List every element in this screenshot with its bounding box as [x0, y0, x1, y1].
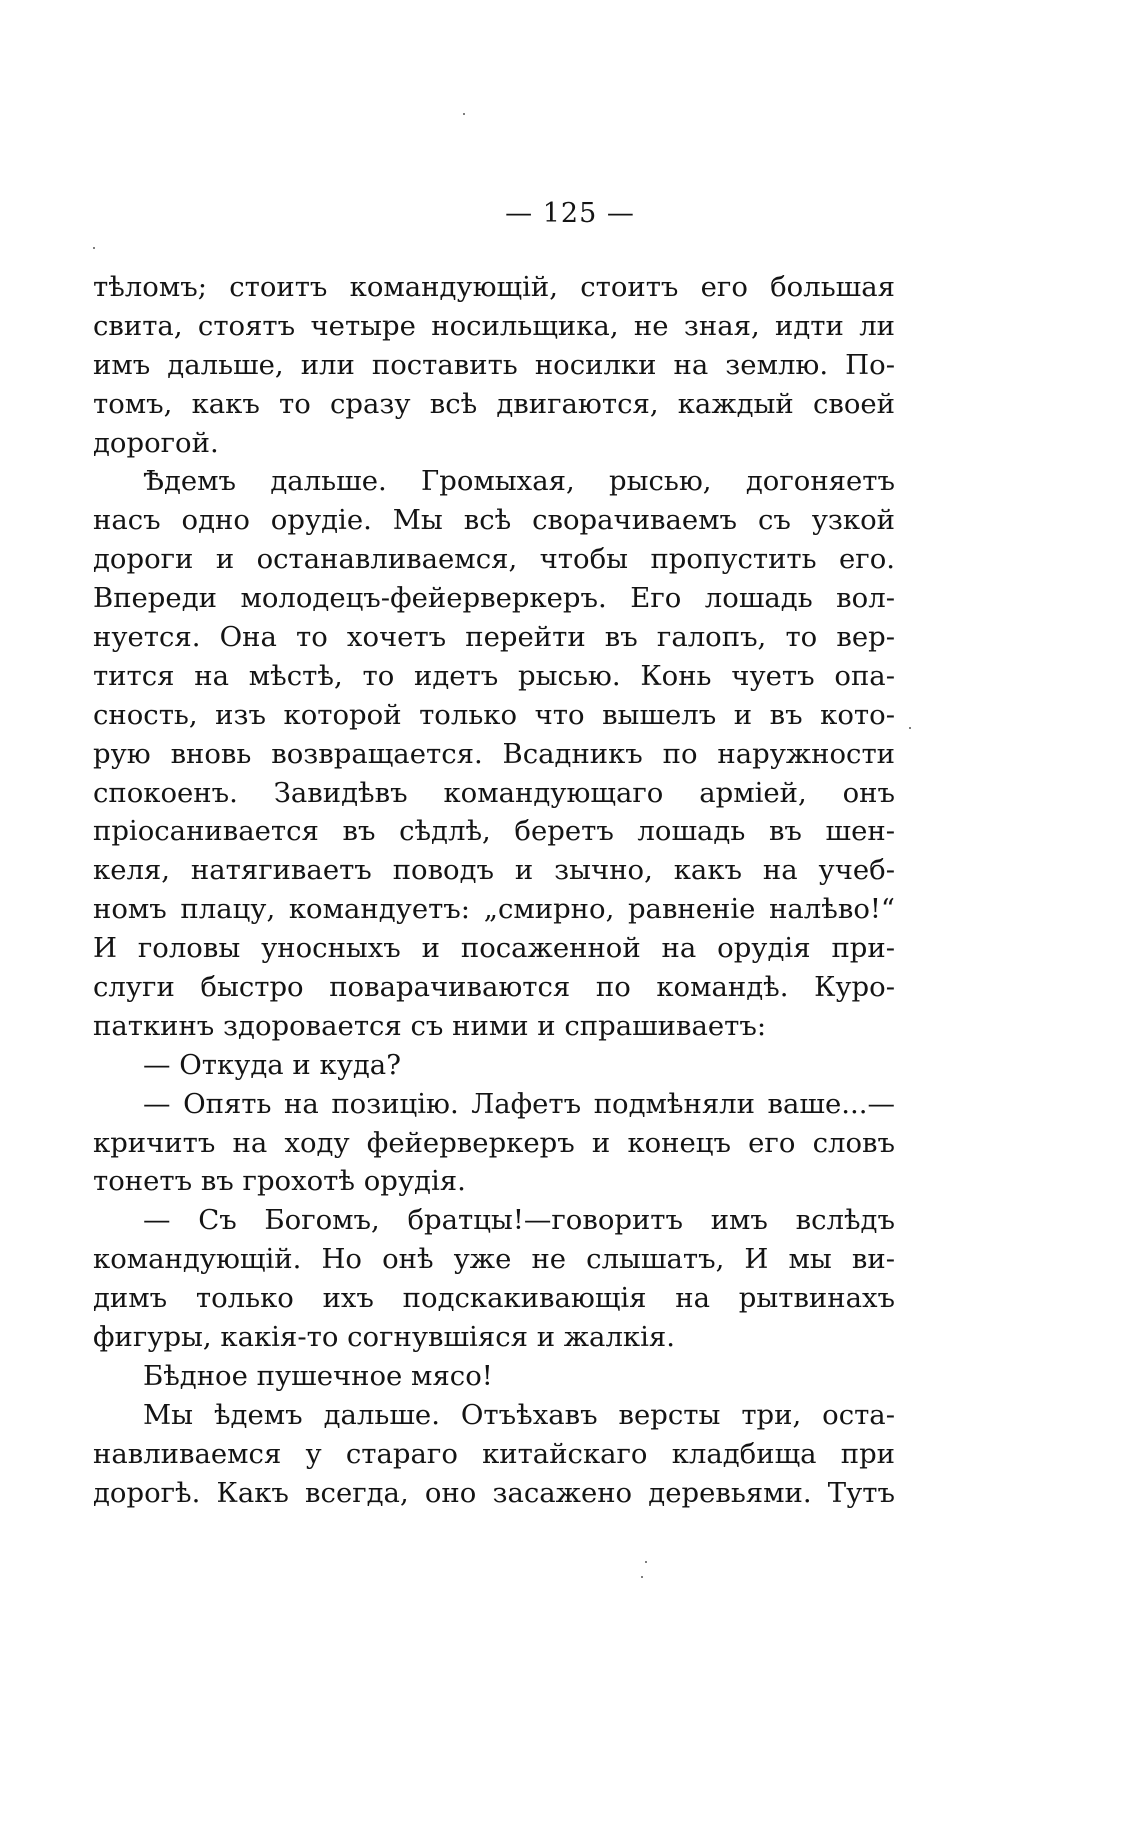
- text-line: нуется. Она то хочетъ перейти въ галопъ, то вер-: [93, 621, 895, 654]
- text-line: — Съ Богомъ, братцы!—говоритъ имъ вслѣдъ: [143, 1204, 895, 1237]
- text-line: слуги быстро поварачиваются по командѣ. Куро-: [93, 971, 895, 1004]
- text-line: И головы уносныхъ и посаженной на орудія при-: [93, 932, 895, 965]
- scan-speck: [641, 1576, 643, 1578]
- text-line: дорогѣ. Какъ всегда, оно засажено деревьями. Тутъ: [93, 1476, 895, 1509]
- text-line: тится на мѣстѣ, то идетъ рысью. Конь чуетъ опа-: [93, 659, 895, 692]
- text-line: номъ плацу, командуетъ: „смирно, равненіе налѣво!“: [93, 893, 895, 926]
- body-text: [93, 268, 895, 1513]
- text-line: пріосанивается въ сѣдлѣ, беретъ лошадь въ шен-: [93, 815, 895, 848]
- text-line: свита, стоятъ четыре носильщика, не зная, идти ли: [93, 309, 895, 342]
- text-line: дороги и останавливаемся, чтобы пропустить его.: [93, 543, 895, 576]
- text-line: томъ, какъ то сразу всѣ двигаются, каждый своей: [93, 387, 895, 420]
- scan-speck: [909, 727, 911, 729]
- scan-speck: [645, 1561, 647, 1563]
- text-line: келя, натягиваетъ поводъ и зычно, какъ на учеб-: [93, 854, 895, 887]
- text-line: тонетъ въ грохотѣ орудія.: [93, 1165, 466, 1198]
- page-number: — 125 —: [505, 198, 635, 229]
- text-line: навливаемся у стараго китайскаго кладбища при: [93, 1437, 895, 1470]
- text-line: Мы ѣдемъ дальше. Отъѣхавъ версты три, оста-: [143, 1398, 895, 1431]
- text-line: — Опять на позицію. Лафетъ подмѣняли ваше...—: [143, 1087, 895, 1120]
- text-line: — Откуда и куда?: [143, 1048, 401, 1081]
- text-line: Впереди молодецъ-фейерверкеръ. Его лошадь вол-: [93, 582, 895, 615]
- text-line: димъ только ихъ подскакивающія на рытвинахъ: [93, 1282, 895, 1315]
- text-line: Бѣдное пушечное мясо!: [143, 1359, 493, 1392]
- scan-speck: [93, 247, 95, 249]
- text-line: имъ дальше, или поставить носилки на землю. По-: [93, 348, 895, 381]
- text-line: спокоенъ. Завидѣвъ командующаго арміей, онъ: [93, 776, 895, 809]
- text-line: паткинъ здоровается съ ними и спрашиваетъ:: [93, 1009, 767, 1042]
- scan-speck: [463, 113, 465, 115]
- text-line: сность, изъ которой только что вышелъ и въ кото-: [93, 698, 895, 731]
- text-line: кричитъ на ходу фейерверкеръ и конецъ его словъ: [93, 1126, 895, 1159]
- text-line: командующій. Но онѣ уже не слышатъ, И мы ви-: [93, 1243, 895, 1276]
- text-line: рую вновь возвращается. Всадникъ по наружности: [93, 737, 895, 770]
- text-line: тѣломъ; стоитъ командующій, стоитъ его большая: [93, 271, 895, 303]
- text-line: Ѣдемъ дальше. Громыхая, рысью, догоняетъ: [143, 465, 895, 498]
- text-line: фигуры, какія-то согнувшіяся и жалкія.: [93, 1321, 675, 1354]
- text-line: насъ одно орудіе. Мы всѣ сворачиваемъ съ узкой: [93, 504, 895, 537]
- text-line: дорогой.: [93, 426, 219, 459]
